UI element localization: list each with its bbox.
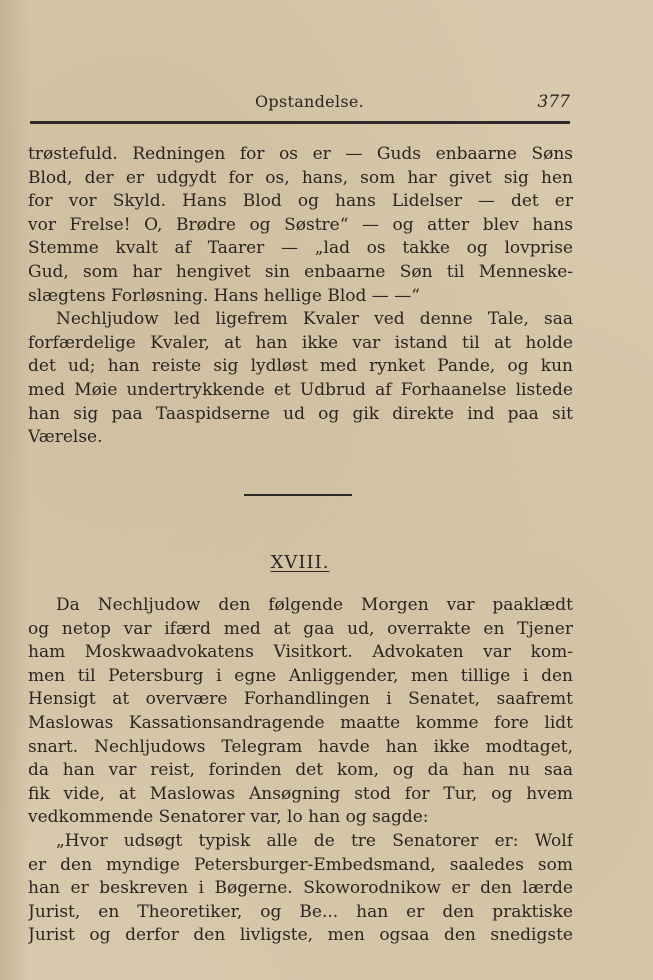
header-rule <box>30 121 570 124</box>
text-line: forfærdelige Kvaler, at han ikke var istand til at holde <box>28 332 573 353</box>
text-line: han sig paa Taaspidserne ud og gik direkte ind paa sit <box>28 403 573 424</box>
chapter-heading: XVIII. <box>270 552 330 573</box>
page-number: 377 <box>537 92 570 112</box>
text-line: vor Frelse! O, Brødre og Søstre“ — og atter blev hans <box>28 214 573 235</box>
section-divider <box>244 494 352 496</box>
text-line: det ud; han reiste sig lydløst med rynket Pande, og kun <box>28 356 573 377</box>
text-line: Gud, som har hengivet sin enbaarne Søn til Menneske- <box>28 261 573 282</box>
text-line: Værelse. <box>28 427 103 448</box>
text-line: „Hvor udsøgt typisk alle de tre Senatorer er: Wolf <box>56 830 573 851</box>
text-line: men til Petersburg i egne Anliggender, men tillige i den <box>28 665 573 686</box>
text-line: Maslowas Kassationsandragende maatte komme fore lidt <box>28 712 573 733</box>
text-line: med Møie undertrykkende et Udbrud af Forhaanelse listede <box>28 379 573 400</box>
text-line: og netop var ifærd med at gaa ud, overrakte en Tjener <box>28 618 573 639</box>
text-line: Nechljudow led ligefrem Kvaler ved denne Tale, saa <box>56 309 573 330</box>
text-line: snart. Nechljudows Telegram havde han ikke modtaget, <box>28 736 573 757</box>
paragraph-sermon <box>28 143 573 308</box>
running-header <box>30 92 570 116</box>
text-line: Jurist og derfor den livligste, men ogsaa den snedigste <box>28 925 573 946</box>
text-line: ham Moskwaadvokatens Visitkort. Advokaten var kom- <box>28 642 573 663</box>
text-line: er den myndige Petersburger-Embedsmand, saaledes som <box>28 854 573 875</box>
paragraph-advocate <box>28 594 573 830</box>
text-line: trøstefuld. Redningen for os er — Guds enbaarne Søns <box>28 144 573 164</box>
text-line: Da Nechljudow den følgende Morgen var paaklædt <box>56 595 573 615</box>
text-line: slægtens Forløsning. Hans hellige Blod — —“ <box>28 285 420 306</box>
paragraph-senators <box>28 830 573 948</box>
text-line: Blod, der er udgydt for os, hans, som har givet sig hen <box>28 167 573 188</box>
text-line: vedkommende Senatorer var, lo han og sagde: <box>28 807 429 828</box>
running-title: Opstandelse. <box>255 92 365 111</box>
text-line: Jurist, en Theoretiker, og Be... han er den praktiske <box>28 901 573 922</box>
paragraph-nechljudow-leaves <box>28 308 573 450</box>
text-line: da han var reist, forinden det kom, og da han nu saa <box>28 760 573 781</box>
text-line: fik vide, at Maslowas Ansøgning stod for Tur, og hvem <box>28 783 573 804</box>
text-line: for vor Skyld. Hans Blod og hans Lidelser — det er <box>28 191 573 212</box>
upper-text <box>28 143 573 450</box>
text-line: han er beskreven i Bøgerne. Skoworodnikow er den lærde <box>28 878 573 899</box>
text-line: Hensigt at overvære Forhandlingen i Senatet, saafremt <box>28 689 573 710</box>
lower-text <box>28 594 573 948</box>
text-line: Stemme kvalt af Taarer — „lad os takke og lovprise <box>28 238 573 259</box>
